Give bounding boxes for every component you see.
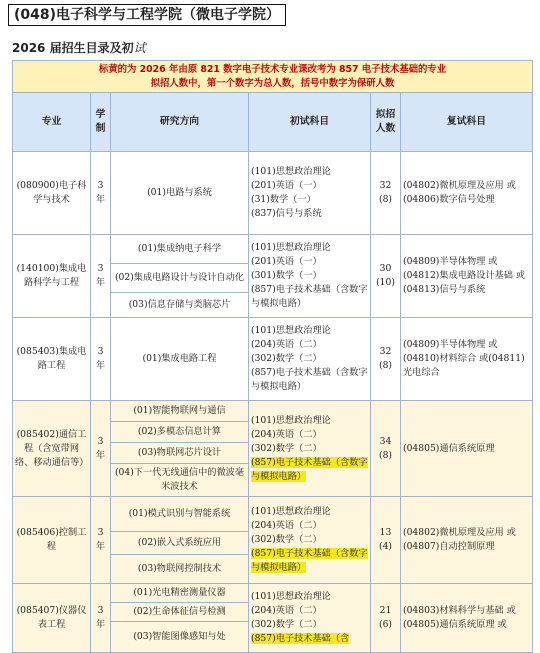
prelim-cell: (101)思想政治理论 (204)英语（二） (302)数学（二） (857)电子技术基础（含数字与模拟电路） [249, 318, 371, 401]
prelim-cell: (101)思想政治理论 (204)英语（二） (302)数学（二） (857)电子技术基础（含数字与模拟电路） [249, 497, 371, 584]
direction-cell: (01)集成纳电子科学 [111, 235, 249, 264]
years-cell: 3 年 [91, 401, 111, 497]
major-cell: (140100)集成电路科学与工程 [13, 235, 91, 318]
years-cell: 3 年 [91, 318, 111, 401]
retest-cell: (04803)材料科学与基础 或(04805)通信系统原理 或 [401, 584, 533, 653]
catalog-title-sub: 试 [133, 41, 146, 55]
table-row [13, 584, 533, 603]
notice-line: 拟招人数中，第一个数字为总人数，括号中数字为保研人数 [150, 77, 395, 89]
quota-cell: 13 (4) [371, 497, 401, 584]
notice-banner [13, 61, 533, 93]
table-header [13, 93, 533, 152]
direction-cell: (02)多模态信息计算 [111, 422, 249, 443]
major-cell: (085403)集成电路工程 [13, 318, 91, 401]
retest-cell: (04802)微机原理及应用 或(04807)自动控制原理 [401, 497, 533, 584]
prelim-cell: (101)思想政治理论 (204)英语（二） (302)数学（二） (857)电子技术基础（含 [249, 584, 371, 653]
direction-cell: (02)嵌入式系统应用 [111, 532, 249, 555]
direction-cell: (01)电路与系统 [111, 152, 249, 235]
admission-table [12, 60, 533, 653]
direction-cell: (01)光电精密测量仪器 [111, 584, 249, 603]
quota-cell: 32 (8) [371, 318, 401, 401]
direction-cell: (01)集成电路工程 [111, 318, 249, 401]
header-years: 学 制 [91, 93, 111, 152]
prelim-cell: (101)思想政治理论 (204)英语（二） (302)数学（二） (857)电子技术基础（含数字与模拟电路） [249, 401, 371, 497]
years-cell: 3 年 [91, 152, 111, 235]
direction-cell: (01)智能物联网与通信 [111, 401, 249, 422]
school-title: (048)电子科学与工程学院（微电子学院） [8, 4, 286, 26]
retest-cell: (04802)微机原理及应用 或(04806)数字信号处理 [401, 152, 533, 235]
table-row [13, 401, 533, 422]
catalog-title-main: 2026 届招生目录及初 [12, 41, 134, 55]
notice-line: 标黄的为 2026 年由原 821 数字电子技术专业课改考为 857 电子技术基础的专业 [98, 63, 447, 75]
quota-cell: 30 (10) [371, 235, 401, 318]
table-row [13, 235, 533, 264]
direction-cell: (03)信息存储与类脑芯片 [111, 293, 249, 318]
major-cell: (080900)电子科学与技术 [13, 152, 91, 235]
direction-cell: (01)模式识别与智能系统 [111, 497, 249, 532]
header-major: 专业 [13, 93, 91, 152]
major-cell: (085406)控制工程 [13, 497, 91, 584]
highlighted-subject: (857)电子技术基础（含数字与模拟电路） [251, 548, 368, 573]
years-cell: 3 年 [91, 497, 111, 584]
quota-cell: 32 (8) [371, 152, 401, 235]
prelim-cell: (101)思想政治理论 (201)英语（一） (301)数学（一） (857)电子技术基础（含数字与模拟电路） [249, 235, 371, 318]
direction-cell: (04)下一代无线通信中的微波毫米波技术 [111, 464, 249, 497]
prelim-cell: (101)思想政治理论 (201)英语（一） (31)数学（一） (837)信号与系统 [249, 152, 371, 235]
retest-cell: (04809)半导体物理 或(04810)材料综合 或(04811)光电综合 [401, 318, 533, 401]
highlighted-subject: (857)电子技术基础（含 [251, 633, 350, 644]
header-prelim: 初试科目 [249, 93, 371, 152]
header-retest: 复试科目 [401, 93, 533, 152]
direction-cell: (03)智能图像感知与处 [111, 622, 249, 653]
header-direction: 研究方向 [111, 93, 249, 152]
table-row [13, 152, 533, 235]
direction-cell: (02)生命体征信号检测 [111, 603, 249, 622]
table-row [13, 318, 533, 401]
quota-cell: 34 (8) [371, 401, 401, 497]
direction-cell: (03)物联网控制技术 [111, 555, 249, 584]
direction-cell: (03)物联网芯片设计 [111, 443, 249, 464]
major-cell: (085402)通信工程（含宽带网络、移动通信等） [13, 401, 91, 497]
quota-cell: 21 (6) [371, 584, 401, 653]
highlighted-subject: (857)电子技术基础（含数字与模拟电路） [251, 456, 368, 482]
table-row [13, 497, 533, 532]
years-cell: 3 年 [91, 584, 111, 653]
retest-cell: (04805)通信系统原理 [401, 401, 533, 497]
major-cell: (085407)仪器仪表工程 [13, 584, 91, 653]
catalog-title [12, 40, 146, 56]
direction-cell: (02)集成电路设计与设计自动化 [111, 264, 249, 293]
years-cell: 3 年 [91, 235, 111, 318]
retest-cell: (04809)半导体物理 或(04812)集成电路设计基础 或(04813)信号与系统 [401, 235, 533, 318]
header-quota: 拟招 人数 [371, 93, 401, 152]
